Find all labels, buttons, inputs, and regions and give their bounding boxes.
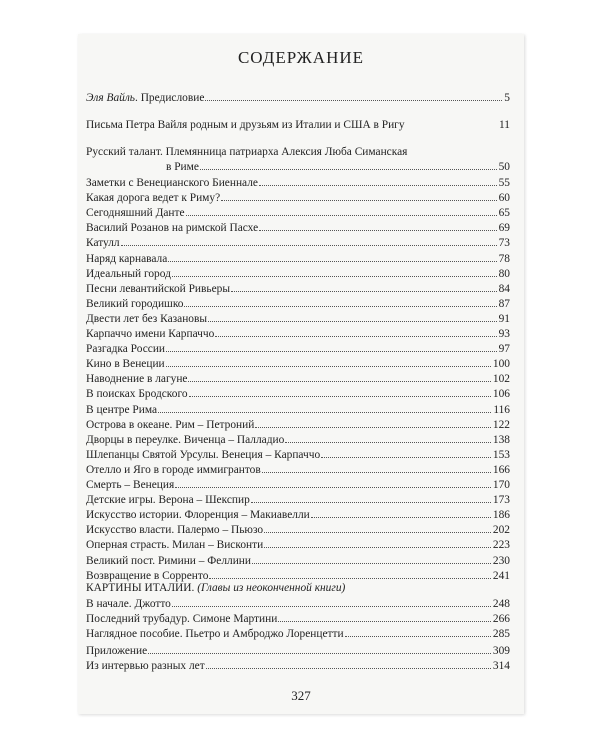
leader-dots	[172, 596, 491, 607]
toc-page-number: 97	[498, 343, 510, 356]
toc-page-number: 50	[498, 161, 510, 173]
toc-entry	[86, 492, 510, 507]
leader-dots	[221, 190, 496, 201]
toc-entry-label: Наглядное пособие. Пьетро и Амброджо Лоренцетти	[86, 628, 344, 640]
toc-entry	[86, 341, 510, 356]
toc-page-number: 186	[492, 509, 510, 522]
toc-entry	[86, 266, 510, 281]
toc-page-number: 73	[498, 237, 510, 250]
page-number: 327	[291, 688, 311, 703]
leader-dots	[321, 447, 491, 458]
preface-title: . Предисловие	[135, 92, 205, 104]
toc-entry	[86, 190, 510, 205]
toc-entry-label: Искусство власти. Палермо – Пьюзо	[86, 524, 264, 537]
toc-entry-label: Двести лет без Казановы	[86, 312, 208, 325]
toc-entry	[86, 432, 510, 447]
toc-page-number: 106	[492, 388, 510, 401]
section-heading	[86, 581, 510, 595]
toc-page-number: 78	[498, 252, 510, 265]
leader-dots	[166, 356, 491, 367]
toc-entry-label: Оперная страсть. Милан – Висконти	[86, 539, 264, 552]
toc-entry	[86, 611, 510, 626]
toc-entry-label: Письма Петра Вайля родным и друзьям из Италии и США в Ригу	[86, 119, 405, 131]
toc-entry	[86, 417, 510, 432]
preface-author: Эля Вайль	[86, 92, 135, 104]
toc-entry-label: Великий пост. Римини – Феллини	[86, 554, 251, 567]
toc-entry-label: Сегодняшний Данте	[86, 207, 185, 220]
toc-entry-first-essay	[86, 159, 510, 174]
leader-dots	[168, 251, 496, 262]
toc-entry	[86, 296, 510, 311]
toc-page-number: 153	[492, 448, 510, 461]
toc-entry	[86, 447, 510, 462]
leader-dots	[251, 492, 491, 503]
toc-page-number: 5	[504, 92, 510, 104]
toc-page-number: 102	[492, 373, 510, 386]
section-title: КАРТИНЫ ИТАЛИИ. (Главы из неоконченной книги)	[86, 582, 346, 594]
toc-entry	[86, 371, 510, 386]
toc-entry-label: Идеальный город	[86, 267, 171, 280]
toc-entry-label: В центре Рима	[86, 403, 158, 416]
toc-page-number: 241	[492, 569, 510, 582]
toc-entry-label: Отелло и Яго в городе иммигрантов	[86, 463, 261, 476]
toc-entry	[86, 596, 510, 611]
leader-dots	[264, 537, 491, 548]
toc-page-number: 314	[492, 660, 510, 672]
toc-entry-label: Наводнение в лагуне	[86, 373, 188, 386]
leader-dots	[121, 235, 497, 246]
toc-entry-label: Последний трубадур. Симоне Мартини	[86, 613, 278, 625]
toc-entry-label: Кино в Венеции	[86, 358, 165, 371]
toc-entry	[86, 386, 510, 401]
leader-dots	[175, 477, 491, 488]
toc-entry-label: Разгадка России	[86, 343, 166, 356]
toc-entry	[86, 281, 510, 296]
toc-page-number: 11	[499, 119, 510, 131]
leader-dots	[285, 432, 491, 443]
toc-page-number: 170	[492, 479, 510, 491]
toc-entry	[86, 537, 510, 552]
toc-entry-label: Шлепанцы Святой Урсулы. Венеция – Карпаччо	[86, 448, 321, 461]
toc-entry-label	[86, 91, 204, 105]
toc-entry	[86, 477, 510, 492]
toc-entry	[86, 507, 510, 522]
leader-dots	[158, 402, 491, 413]
leader-dots	[166, 341, 497, 352]
toc-entry	[86, 356, 510, 371]
toc-entry	[86, 626, 510, 641]
toc-entry-label: Катулл	[86, 237, 120, 250]
toc-page-number: 91	[498, 312, 510, 325]
toc-entry-label: Карпаччо имени Карпаччо	[86, 328, 215, 340]
toc-entry	[86, 658, 510, 673]
toc-page-number: 60	[498, 192, 510, 205]
leader-dots	[252, 553, 491, 564]
toc-entry-label: Детские игры. Верона – Шекспир	[86, 494, 250, 507]
toc-entry-label: Смерть – Венеция	[86, 479, 175, 491]
leader-dots	[345, 626, 491, 637]
page-title: СОДЕРЖАНИЕ	[237, 48, 365, 67]
book-page	[78, 34, 524, 714]
leader-dots	[215, 326, 496, 337]
leader-dots	[148, 643, 491, 654]
toc-entry	[86, 220, 510, 235]
leader-dots	[264, 522, 491, 533]
leader-dots	[278, 611, 491, 622]
toc-entry-first-essay-line1: Русский талант. Племянница патриарха Алексия Люба Симанская	[86, 146, 408, 158]
toc-entry	[86, 235, 510, 250]
toc-entry-label: Приложение	[86, 645, 148, 657]
toc-page-number: 138	[492, 433, 510, 446]
toc-page-number: 230	[492, 554, 510, 567]
leader-dots	[186, 205, 497, 216]
toc-entry	[86, 402, 510, 417]
toc-page-number: 100	[492, 358, 510, 371]
toc-page-number: 166	[492, 463, 510, 476]
toc-page-number: 116	[493, 403, 510, 416]
toc-entry	[86, 553, 510, 568]
toc-page-number: 285	[492, 628, 510, 640]
toc-entry-label: Острова в океане. Рим – Петроний	[86, 418, 255, 431]
toc-page-number: 65	[498, 207, 510, 220]
leader-dots	[206, 658, 491, 669]
toc-entry-label: В поисках Бродского	[86, 388, 188, 401]
leader-dots	[188, 371, 490, 382]
toc-entry-label: Песни левантийской Ривьеры	[86, 282, 231, 295]
toc-entry	[86, 522, 510, 537]
toc-page-number: 69	[498, 222, 510, 235]
toc-page-number: 93	[498, 328, 510, 340]
toc-entry-label: Искусство истории. Флоренция – Макиавелли	[86, 509, 310, 522]
leader-dots	[259, 220, 496, 231]
toc-page-number: 202	[492, 524, 510, 537]
toc-entry	[86, 251, 510, 266]
toc-page-number: 309	[492, 645, 510, 657]
toc-entry-label: Из интервью разных лет	[86, 660, 205, 672]
leader-dots	[205, 90, 502, 101]
toc-entry-label: Дворцы в переулке. Виченца – Палладио	[86, 433, 285, 446]
toc-page-number: 173	[492, 494, 510, 507]
toc-entry-preface	[86, 90, 510, 105]
leader-dots	[184, 296, 496, 307]
toc-entry	[86, 205, 510, 220]
leader-dots	[259, 175, 497, 186]
leader-dots	[172, 266, 497, 277]
toc-entry	[86, 462, 510, 477]
toc-page-number: 248	[492, 598, 510, 610]
toc-entry	[86, 326, 510, 341]
toc-entry-letters	[86, 118, 510, 132]
toc-entry-label: Великий городишко	[86, 297, 184, 310]
toc-entry	[86, 175, 510, 190]
toc-page-number: 223	[492, 539, 510, 552]
leader-dots	[189, 386, 491, 397]
toc-entry-label: Возвращение в Сорренто	[86, 569, 209, 582]
leader-dots	[209, 568, 490, 579]
leader-dots	[262, 462, 491, 473]
toc-entry-label: В начале. Джотто	[86, 598, 171, 610]
toc-page-number: 84	[498, 282, 510, 295]
toc-page-number: 80	[498, 267, 510, 280]
toc-page-number: 122	[492, 418, 510, 431]
toc-entry-label: Василий Розанов на римской Пасхе	[86, 222, 259, 235]
leader-dots	[200, 159, 497, 170]
toc-entry-label: Наряд карнавала	[86, 252, 168, 265]
toc-page-number: 55	[498, 177, 510, 189]
toc-entry-label: Заметки с Венецианского Биеннале	[86, 177, 258, 189]
toc-entry	[86, 311, 510, 326]
toc-entry-label: Какая дорога ведет к Риму?	[86, 192, 221, 205]
leader-dots	[208, 311, 497, 322]
toc-entry-label: в Риме	[166, 161, 199, 173]
section-note: (Главы из неоконченной книги)	[197, 582, 346, 594]
toc-page-number: 266	[492, 613, 510, 625]
leader-dots	[255, 417, 491, 428]
toc-page-number: 87	[498, 297, 510, 310]
leader-dots	[311, 507, 491, 518]
toc-entry	[86, 643, 510, 658]
leader-dots	[231, 281, 497, 292]
